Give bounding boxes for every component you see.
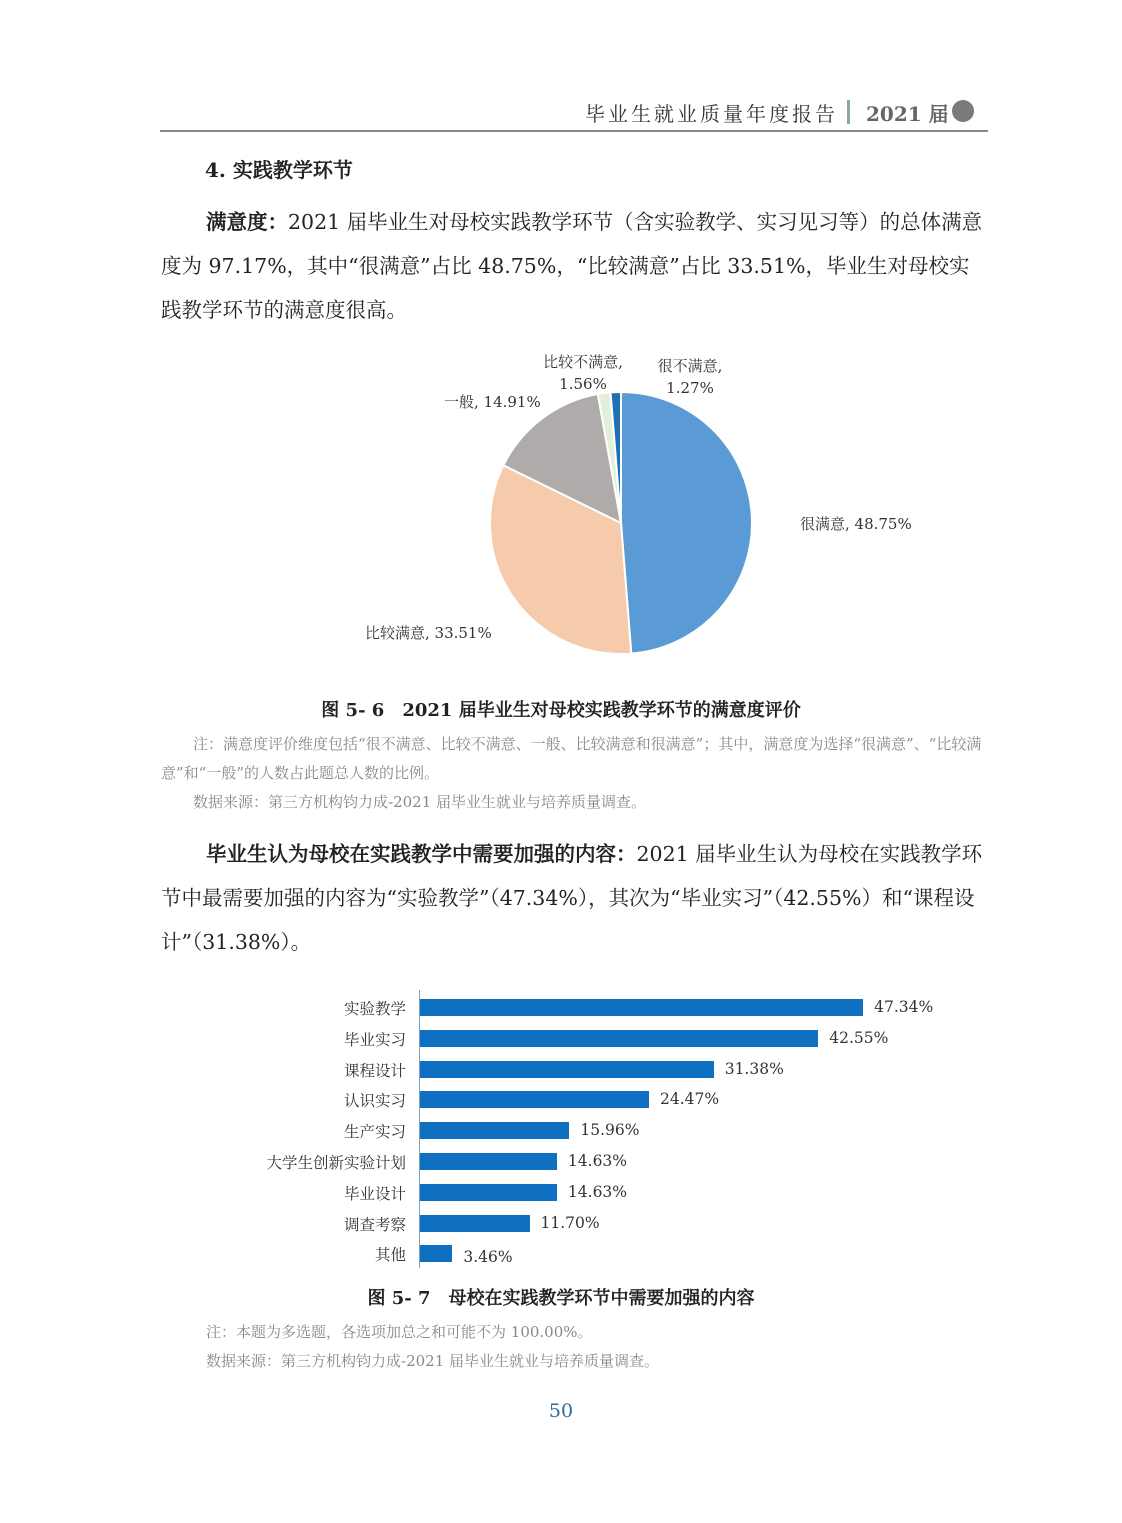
label-line1: 很不满意,	[657, 357, 723, 375]
data-label: 31.38%	[724, 1059, 784, 1078]
header-rule	[160, 130, 988, 132]
paragraph-satisfaction	[161, 200, 989, 332]
category-label: 实验教学	[343, 1000, 406, 1018]
figure-source: 数据来源：第三方机构钧力成-2021 届毕业生就业与培养质量调查。	[193, 793, 647, 811]
data-label: 11.70%	[540, 1213, 600, 1232]
para-text: 2021 届毕业生认为母校在实践教学环节中最需要加强的内容为“实验教学”（47.34%），其次为“毕业实习”（42.55%）和“课程设计”（31.38%）。	[161, 842, 983, 954]
figure-caption: 图 5- 6 2021 届毕业生对母校实践教学环节的满意度评价	[321, 700, 801, 721]
page-number: 50	[548, 1400, 574, 1422]
pie-label-satisfied: 比较满意, 33.51%	[365, 624, 492, 642]
category-label: 调查考察	[343, 1215, 406, 1234]
figure-note: 注：本题为多选题，各选项加总之和可能不为 100.00%。	[206, 1323, 593, 1341]
data-label: 14.63%	[567, 1152, 628, 1170]
category-label: 大学生创新实验计划	[266, 1154, 406, 1172]
figure-note: 注：满意度评价维度包括“很不满意、比较不满意、一般、比较满意和很满意”；其中，满意度为选择“很满意”、“比较满意”和“一般”的人数占此题总人数的比例。	[161, 735, 982, 782]
figure-source: 数据来源：第三方机构钧力成-2021 届毕业生就业与培养质量调查。	[206, 1352, 660, 1370]
bar	[420, 999, 863, 1016]
header-dot-icon	[952, 100, 974, 122]
figure-caption: 图 5- 7 母校在实践教学环节中需要加强的内容	[367, 1288, 755, 1309]
para-text: 2021 届毕业生对母校实践教学环节（含实验教学、实习见习等）的总体满意度为 97.17%，其中“很满意”占比 48.75%，“比较满意”占比 33.51%，毕业生对母校实践教学环节的满意度很高。	[161, 210, 983, 322]
category-label: 生产实习	[343, 1123, 406, 1142]
header-title: 毕业生就业质量年度报告	[585, 102, 838, 126]
category-label: 课程设计	[343, 1061, 406, 1080]
data-label: 14.63%	[567, 1182, 628, 1201]
bar	[420, 1122, 569, 1139]
pie-label-very-satisfied: 很满意, 48.75%	[800, 515, 912, 533]
bar	[420, 1215, 530, 1232]
data-label: 15.96%	[580, 1121, 640, 1140]
bar-chart	[0, 990, 1122, 1275]
label-line2: 1.27%	[666, 379, 714, 397]
data-label: 47.34%	[874, 998, 934, 1016]
bar	[420, 1245, 452, 1262]
bar	[420, 1061, 714, 1078]
label-line2: 1.56%	[559, 375, 607, 393]
category-label: 毕业实习	[343, 1030, 406, 1049]
bar	[420, 1184, 557, 1201]
header-divider	[847, 100, 850, 124]
header-year: 2021 届	[866, 102, 949, 126]
paragraph-improvement	[161, 832, 989, 964]
category-label: 其他	[374, 1246, 406, 1265]
category-label: 毕业设计	[343, 1184, 406, 1203]
data-label: 42.55%	[829, 1028, 889, 1047]
bar	[420, 1091, 649, 1108]
data-label: 24.47%	[660, 1090, 720, 1109]
label-line1: 比较不满意,	[543, 353, 623, 371]
pie-label-very-dissatisfied	[645, 355, 735, 399]
data-label: 3.46%	[463, 1248, 513, 1267]
bar	[420, 1030, 818, 1047]
pie-label-dissatisfied	[533, 351, 633, 395]
pie-label-neutral: 一般, 14.91%	[444, 393, 541, 411]
category-label: 认识实习	[343, 1092, 406, 1111]
para-lead: 满意度：	[206, 210, 288, 234]
pie-slice-0	[621, 392, 752, 654]
bar	[420, 1153, 557, 1170]
para-lead: 毕业生认为母校在实践教学中需要加强的内容：	[206, 842, 637, 866]
section-title: 4. 实践教学环节	[205, 158, 353, 182]
